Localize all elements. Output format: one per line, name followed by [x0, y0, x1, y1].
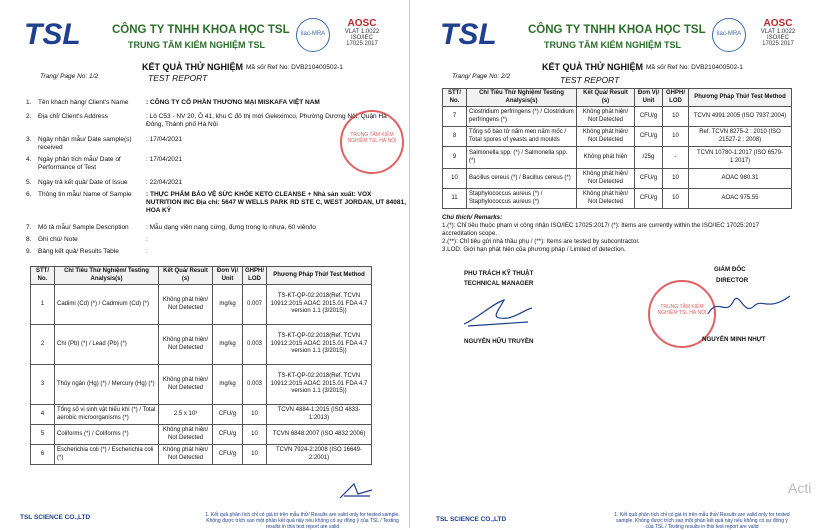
- table-row: 6 Escherichia coli (*) / Escherichia coli (*) Không phát hiện/ Not Detected CFU/g 10 TCVN 7924-2:2008 (ISO 16649-2:2001): [31, 445, 372, 465]
- ilac-logo: ilac-MRA: [296, 18, 330, 52]
- table-row: 8 Tổng số bào tử nấm men nấm mốc / Total spores of yeasts and moulds Không phát hiện/ Not Detected CFU/g 10 Ref. TCVN 8275-2 : 2010 (ISO 21527-2 : 2008): [443, 127, 792, 147]
- initial-signature: [336, 480, 376, 502]
- aosc-name: AOSC: [347, 18, 377, 29]
- table-row: 4 Tổng số vi sinh vật hiếu khí (*) / Total aerobic microorganisms (*) 2.5 x 10³ CFU/g 10 TCVN 4884-1:2015 (ISO 4833-1:2013): [31, 405, 372, 425]
- aosc-line1: VLAT 1.0022: [344, 29, 380, 35]
- remark-1: 1.(*): Chỉ tiêu thuộc phạm vi công nhận ISO/IEC 17025:2017/ (*): Items are currently within the ISO/IEC 17025:2017 accreditation scope.: [442, 222, 760, 237]
- page-no: Trang/ Page No: 1/2: [40, 73, 99, 80]
- footer-note: 1. Kết quả phân tích chỉ có giá trị trên mẫu thử/ Results are valid only for tested sample. Không được trích sao một phần kết quả này nếu không có sự đồng ý của TSL / Testing results in this test report are valid: [205, 512, 400, 530]
- director-signature: [704, 288, 794, 324]
- table-row: 2 Chì (Pb) (*) / Lead (Pb) (*) Không phát hiện/ Not Detected mg/kg 0.003 TS-KT-QP-02:2018(Ref. TCVN 10912:2015 AOAC 2015.01 FDA 4.7 version 1.1 (3/2015)): [31, 325, 372, 365]
- tech-manager-title-vi: PHỤ TRÁCH KỸ THUẬT: [464, 270, 534, 277]
- company-name: CÔNG TY TNHH KHOA HỌC TSL: [528, 24, 706, 36]
- report-no: Mã số/ Ref No: DVB210400502-1: [246, 64, 343, 71]
- director-title-en: DIRECTOR: [716, 277, 749, 284]
- activate-watermark: Acti: [788, 480, 812, 496]
- tsl-logo: TSL: [24, 18, 81, 51]
- red-stamp: TRUNG TÂM KIỂM NGHIỆM TSL HÀ NỘI: [340, 110, 404, 174]
- report-no: Mã số/ Ref No: DVB210400502-1: [646, 64, 743, 71]
- page-no: Trang/ Page No: 2/2: [452, 73, 511, 80]
- report-title-vi: KẾT QUẢ THỬ NGHIỆM: [142, 62, 243, 72]
- table-row: 1 Cadimi (Cd) (*) / Cadmium (Cd) (*) Không phát hiện/ Not Detected mg/kg 0.007 TS-KT-QP-02:2018(Ref. TCVN 10912:2015 AOAC 2015.01 FDA 4.7 version 1.1 (3/2015)): [31, 285, 372, 325]
- aosc-line2: ISO/IEC 17025:2017: [346, 35, 378, 47]
- table-header: STT/ No. Chỉ Tiêu Thử Nghiệm/ Testing Analysis(s) Kết Quả/ Result (s) Đơn Vị/ Unit GHPH/ LOD Phương Pháp Thử/ Test Method: [31, 267, 372, 285]
- aosc-name: AOSC: [763, 18, 793, 29]
- director-title-vi: GIÁM ĐỐC: [714, 266, 746, 273]
- footer-note: 1. Kết quả phân tích chỉ có giá trị trên mẫu thử/ Results are valid only for tested sample. Không được trích sao một phần kết quả này nếu không có sự đồng ý của TSL / Testing results in this test report are valid: [614, 512, 790, 530]
- aosc-line2: ISO/IEC 17025:2017: [762, 35, 794, 47]
- footer-company: TSL SCIENCE CO.,LTD: [20, 514, 91, 521]
- report-title-en: TEST REPORT: [560, 75, 620, 85]
- tech-manager-signature: [458, 294, 538, 332]
- report-page-1: TSL CÔNG TY TNHH KHOA HỌC TSL TRUNG TÂM KIỂM NGHIỆM TSL ilac-MRA AOSC VLAT 1.0022 ISO/IEC 17025:2017 KẾT QUẢ THỬ NGHIỆM Mã số/ Ref No: DVB210400502-1 Trang/ Page No: 1/2 TEST REPORT 1. Tên khách hàng/ Client's Name : CÔNG TY CỔ PHẦN THƯƠNG MẠI MISKAFA VIỆT NAM 2. Địa chỉ/ Client's Address : Lô C53 - NV 20, Ô 41, khu C đô thị mới Geleximco, Phường Dương Nội, Quận Hà Đông, Thành phố Hà Nội 3. Ngày nhận mẫu/ Date sample(s) received : 17/04/2021 4. Ngày phân tích mẫu/ Date of Performance of Test : 17/04/2021 5. Ngày trả kết quả/ Date of Issue : 22/04/2021 6. Thông tin mẫu/ Name of Sample : THỰC PHẨM BẢO VỆ SỨC KHỎE KETO CLEANSE + Nhà sản xuất: VOX NUTRITION INC Địa chỉ: 5647 W WELLS PARK RD STE C, WEST JORDAN, UT 84081, HOA KỲ 7. Mô tả mẫu/ Sample Description : Mẫu dạng viên nang cứng, đựng trong lọ nhựa, 60 viên/lọ 8. Ghi chú/ Note : 9. Bảng kết quả/ Results Table : TRUNG TÂM KIỂM NGHIỆM TSL HÀ NỘI STT/ No. Chỉ Tiêu Thử Nghiệm/ Testing Analysis(s) Kết Quả/ Result (s) Đơn Vị/ Unit GHPH/ LOD Phương Pháp Thử/ Test Method 1 Cadimi (Cd) (*) / Cadmium (Cd) (*) Không phát hiện/ Not Detected mg/kg 0.007 TS-KT-QP-02:2018(Ref. TCVN 10912:2015 AOAC 2015.01 FDA 4.7 version 1.1 (3/2015)) 2 Chì (Pb) (*) / Lead (Pb) (*) Không phát hiện/ Not Detected mg/kg 0.003 TS-KT-QP-02:2018(Ref. TCVN 10912:2015 AOAC 2015.01 FDA 4.7 version 1.1 (3/2015)) 3 Thủy ngân (Hg) (*) / Mercury (Hg) (*) Không phát hiện/ Not Detected mg/kg 0.003 TS-KT-QP-02:2018(Ref. TCVN 10912:2015 AOAC 2015.01 FDA 4.7 version 1.1 (3/2015)) 4 Tổng số vi sinh vật hiếu khí (*) / Total aerobic microorganisms (*) 2.5 x 10³ CFU/g 10 TCVN 4884-1:2015 (ISO 4833-1:2013) 5 Coliforms (*) / Coliforms (*) Không phát hiện/ Not Detected CFU/g 10 TCVN 6848:2007 (ISO 4832:2006) 6 Escherichia coli (*) / Escherichia coli (*) Không phát hiện/ Not Detected CFU/g 10 TCVN 7924-2:2008 (ISO 16649-2:2001) TSL SCIENCE CO.,LTD 1. Kết quả phân tích chỉ có giá trị trên mẫu thử/ Results are valid only for tested sample. Không được trích sao một phần kết quả này nếu không có sự đồng ý của TSL / Testing results in this test report are valid: [0, 0, 410, 528]
- report-title-vi: KẾT QUẢ THỬ NGHIỆM: [542, 62, 643, 72]
- center-name: TRUNG TÂM KIỂM NGHIỆM TSL: [128, 40, 265, 50]
- tsl-logo: TSL: [440, 18, 497, 51]
- report-title-en: TEST REPORT: [148, 73, 208, 83]
- aosc-line1: VLAT 1.0022: [760, 29, 796, 35]
- results-table-2: [442, 88, 792, 209]
- red-stamp: TRUNG TÂM KIỂM NGHIỆM TSL HÀ NỘI: [648, 280, 716, 348]
- table-row: 9 Salmonella spp. (*) / Salmonella spp. (*) Không phát hiện /25g - TCVN 10780-1:2017 (ISO 6579-1:2017): [443, 147, 792, 169]
- table-row: 7 Clostridium perfringens (*) / Clostridium perfringens (*) Không phát hiện/ Not Detected CFU/g 10 TCVN 4991:2005 (ISO 7937:2004): [443, 107, 792, 127]
- table-header: STT/ No. Chỉ Tiêu Thử Nghiệm/ Testing Analysis(s) Kết Quả/ Result (s) Đơn Vị/ Unit GHPH/ LOD Phương Pháp Thử/ Test Method: [443, 89, 792, 107]
- aosc-logo: [756, 18, 800, 47]
- remark-3: 3.LOD: Giới hạn phát hiện của phương pháp / Limited of detection.: [442, 246, 626, 253]
- report-page-2: [412, 0, 823, 528]
- director-name: NGUYỄN MINH NHỰT: [702, 336, 766, 343]
- company-name: CÔNG TY TNHH KHOA HỌC TSL: [112, 24, 290, 36]
- ilac-logo: ilac-MRA: [712, 18, 746, 52]
- aosc-logo: [340, 18, 384, 47]
- remarks-title: Chú thích/ Remarks:: [442, 214, 503, 221]
- results-table-1: [30, 266, 372, 465]
- remarks: [442, 214, 792, 254]
- table-row: 3 Thủy ngân (Hg) (*) / Mercury (Hg) (*) Không phát hiện/ Not Detected mg/kg 0.003 TS-KT-QP-02:2018(Ref. TCVN 10912:2015 AOAC 2015.01 FDA 4.7 version 1.1 (3/2015)): [31, 365, 372, 405]
- tech-manager-title-en: TECHNICAL MANAGER: [464, 280, 534, 287]
- remark-2: 2.(**): Chỉ tiêu gửi nhà thầu phụ / (**): Items are tested by subcontractor.: [442, 238, 640, 245]
- center-name: TRUNG TÂM KIỂM NGHIỆM TSL: [544, 40, 681, 50]
- table-row: 5 Coliforms (*) / Coliforms (*) Không phát hiện/ Not Detected CFU/g 10 TCVN 6848:2007 (ISO 4832:2006): [31, 425, 372, 445]
- table-row: 10 Bacillus cereus (*) / Bacillus cereus (*) Không phát hiện/ Not Detected CFU/g 10 AOAC 980.31: [443, 169, 792, 189]
- table-row: 11 Staphylococcus aureus (*) / Staphylococcus aureus (*) Không phát hiện/ Not Detected CFU/g 10 AOAC 975.55: [443, 189, 792, 209]
- footer-company: TSL SCIENCE CO.,LTD: [436, 516, 507, 523]
- tech-manager-name: NGUYỄN HỮU TRUYỀN: [464, 338, 534, 345]
